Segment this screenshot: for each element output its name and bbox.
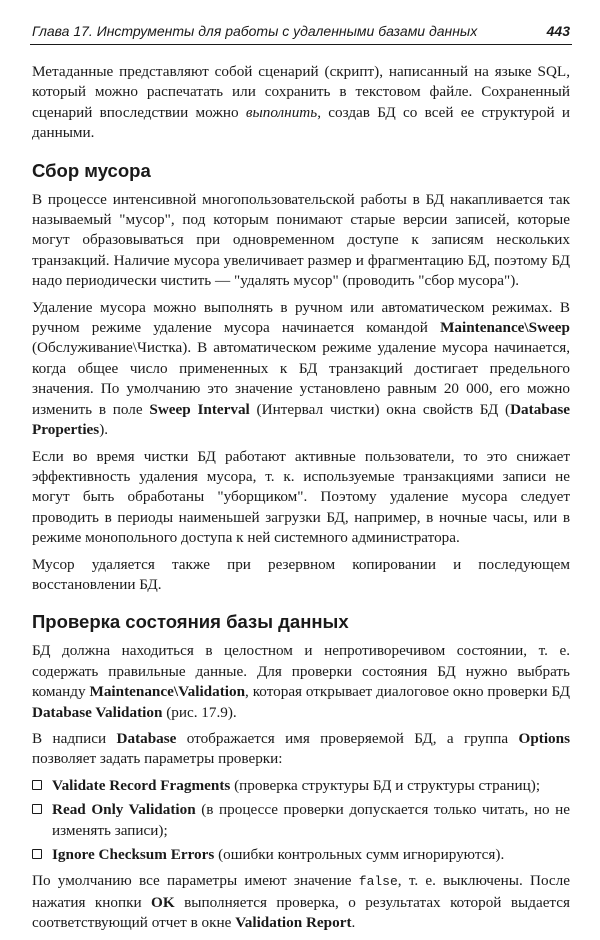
validation-p1-text-c: (рис. 17.9). bbox=[162, 703, 237, 721]
database-label-name: Database bbox=[116, 729, 177, 747]
garbage-paragraph-2 bbox=[32, 298, 570, 441]
intro-text-a: Метаданные представляют собой сценарий (скрипт), написанный на языке SQL, который можно распечатать или сохранить в текстовом файле. Сохраненный сценарий впоследствии можно bbox=[32, 63, 570, 121]
garbage-p2-text-a: Удаление мусора можно выполнять в ручном или автоматическом режимах. В ручном режиме удаление мусора начинается командой bbox=[32, 298, 570, 337]
sweep-interval-field-name: Sweep Interval bbox=[149, 400, 250, 418]
option-name: Validate Record Fragments bbox=[52, 776, 231, 794]
validation-p3-text-a: По умолчанию все параметры имеют значение bbox=[32, 872, 359, 890]
intro-text-b: , создав БД со всей ее структурой и данными. bbox=[32, 103, 570, 142]
option-name: Ignore Checksum Errors bbox=[52, 846, 215, 863]
validation-report-window-name: Validation Report bbox=[235, 914, 352, 932]
section-heading-validation: Проверка состояния базы данных bbox=[32, 611, 349, 633]
chapter-title: Глава 17. Инструменты для работы с удаленными базами данных bbox=[32, 23, 478, 39]
running-header bbox=[30, 20, 572, 45]
validation-p1-text-b: , которая открывает диалоговое окно проверки БД bbox=[245, 683, 571, 701]
garbage-paragraph-3: Если во время чистки БД работают активные пользователи, то это снижает эффективность удаления мусора, т. к. используемые транзакциями записи не могут быть обработаны "уборщиком". Поэтому удаление мусора следует проводить в периоды наименьшей загрузки БД, например, в ночные часы, или в режиме монопольного доступа к ней системного администратора. bbox=[32, 447, 570, 547]
option-name: Read Only Validation bbox=[52, 801, 196, 819]
validation-p2-text-b: отображается имя проверяемой БД, а группа bbox=[176, 729, 519, 747]
page-body bbox=[32, 62, 570, 940]
garbage-paragraph-1: В процессе интенсивной многопользовательской работы в БД накапливается так называемый "мусор", под которым понимают старые версии записей, которые могут образовываться при одновременном доступе к записям нескольких транзакций. Наличие мусора увеличивает размер и фрагментацию БД, поэтому БД надо периодически чистить — "удалять мусор" (проводить "сбор мусора"). bbox=[32, 190, 570, 290]
intro-emphasis: выполнить bbox=[245, 103, 318, 121]
checkbox-bullet-icon bbox=[32, 780, 42, 790]
sweep-command: Maintenance\Sweep bbox=[440, 319, 570, 337]
garbage-p2-text-b: (Обслуживание\Чистка). В автоматическом режиме удаление мусора начинается, когда общее число примененных к БД транзакций достигает предельного значения. По умолчанию это значение установлено равным 20 000, его можно изменить в поле bbox=[32, 339, 570, 418]
page-number: 443 bbox=[546, 23, 570, 39]
validation-paragraph-3 bbox=[32, 871, 570, 933]
option-item bbox=[32, 800, 570, 841]
validation-p1-text-a: БД должна находиться в целостном и непротиворечивом состоянии, т. е. содержать правильные данные. Для проверки состояния БД нужно выбрать команду bbox=[32, 642, 570, 701]
database-validation-dialog-name: Database Validation bbox=[32, 703, 163, 721]
option-item bbox=[32, 845, 570, 865]
garbage-p2-text-d: ). bbox=[99, 421, 109, 439]
ok-button-name: OK bbox=[151, 893, 175, 911]
garbage-paragraph-4: Мусор удаляется также при резервном копировании и последующем восстановлении БД. bbox=[32, 555, 570, 593]
checkbox-bullet-icon bbox=[32, 804, 42, 814]
option-description: (в процессе проверки допускается только читать, но не изменять записи); bbox=[52, 801, 571, 839]
validation-p3-text-c: выполняется проверка, о результатах которой выдается соответствующий отчет в окне bbox=[32, 893, 570, 932]
options-group-name: Options bbox=[518, 729, 570, 747]
validation-p2-text-a: В надписи bbox=[32, 729, 117, 747]
validation-p2-text-c: позволяет задать параметры проверки: bbox=[32, 750, 283, 768]
option-description: (проверка структуры БД и структуры страниц); bbox=[230, 776, 541, 794]
false-literal: false bbox=[358, 874, 398, 890]
option-item bbox=[32, 776, 570, 796]
section-heading-garbage: Сбор мусора bbox=[32, 159, 151, 181]
checkbox-bullet-icon bbox=[32, 849, 42, 859]
validation-p3-text-b: , т. е. выключены. После нажатия кнопки bbox=[32, 872, 570, 911]
validation-options-list bbox=[32, 776, 570, 866]
garbage-p2-text-c: (Интервал чистки) окна свойств БД ( bbox=[249, 400, 511, 418]
option-description: (ошибки контрольных сумм игнорируются). bbox=[214, 846, 505, 863]
validation-paragraph-2 bbox=[32, 729, 570, 770]
validation-p3-text-d: . bbox=[351, 914, 356, 932]
validation-paragraph-1 bbox=[32, 641, 570, 723]
database-properties-window-name: Database Properties bbox=[32, 400, 570, 439]
validation-command: Maintenance\Validation bbox=[89, 683, 246, 701]
intro-paragraph bbox=[32, 62, 570, 144]
